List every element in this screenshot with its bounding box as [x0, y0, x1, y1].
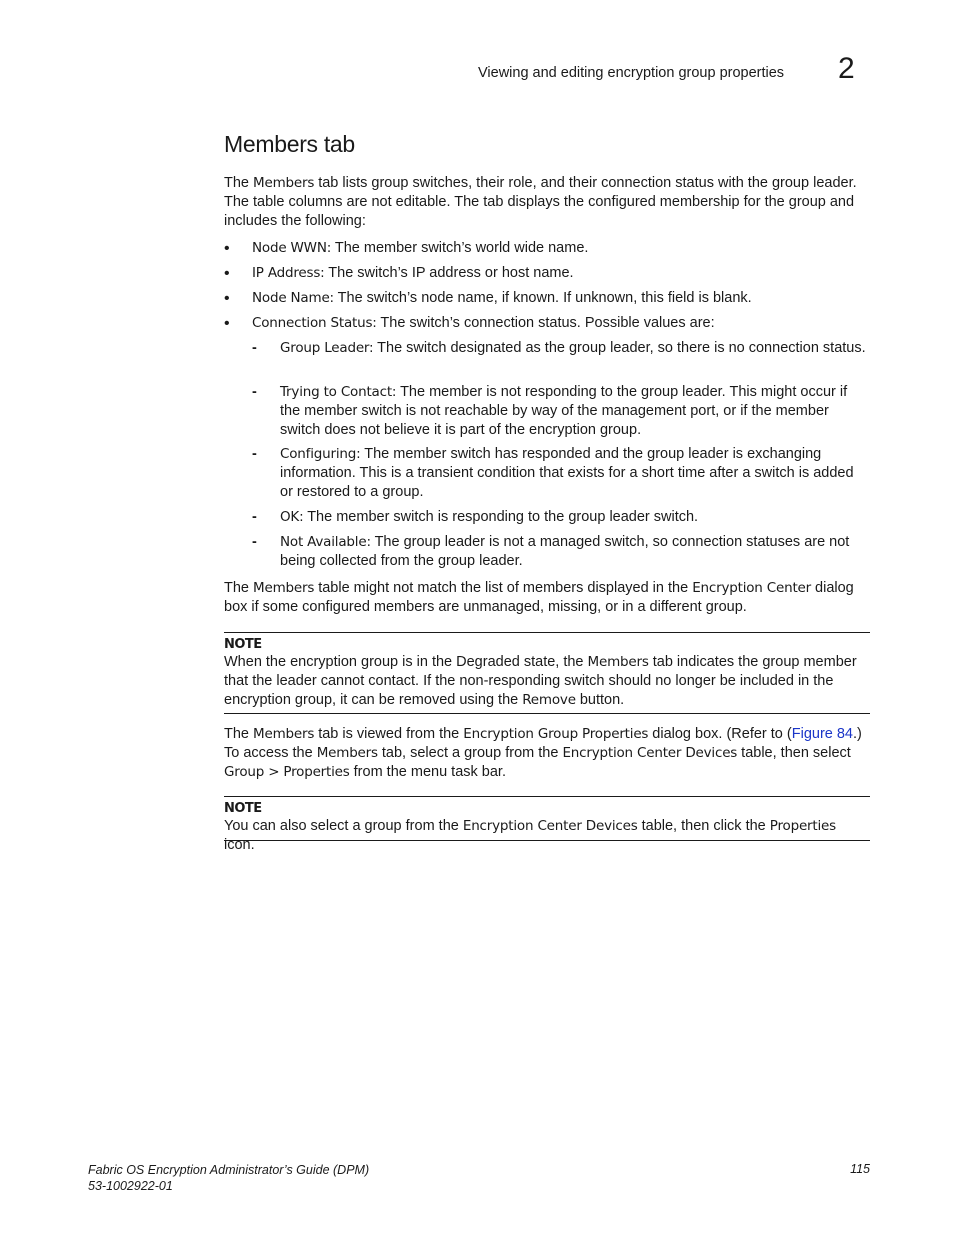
footer-doc-title: Fabric OS Encryption Administrator’s Guide (DPM) — [88, 1163, 370, 1177]
note-top-rule — [224, 796, 870, 797]
dash-icon: - — [252, 340, 257, 356]
access-paragraph: The Members tab is viewed from the Encryption Group Properties dialog box. (Refer to (Figure 84.) To access the Members tab, select a group from the Encryption Center Devices table, then select Group > Properties from the menu task bar. — [224, 726, 862, 780]
dash-icon: - — [252, 534, 257, 550]
note-label: NOTE — [224, 801, 262, 816]
note-text: You can also select a group from the Encryption Center Devices table, then click the Properties icon. — [224, 818, 836, 853]
note-bottom-rule — [224, 713, 870, 714]
note-bottom-rule — [224, 840, 870, 841]
bullet-icon: • — [224, 290, 230, 307]
bullet-icon: • — [224, 240, 230, 257]
bullet-icon: • — [224, 265, 230, 282]
dash-icon: - — [252, 509, 257, 525]
bullet-icon: • — [224, 315, 230, 332]
dash-icon: - — [252, 446, 257, 462]
note-top-rule — [224, 632, 870, 633]
figure-84-link[interactable]: Figure 84 — [791, 726, 853, 742]
members-table-paragraph: The Members table might not match the list of members displayed in the Encryption Center dialog box if some configured members are unmanaged, missing, or in a different group. — [224, 580, 854, 615]
note-label: NOTE — [224, 637, 262, 652]
section-title: Members tab — [224, 131, 355, 157]
note-text: When the encryption group is in the Degraded state, the Members tab indicates the group member that the leader cannot contact. If the non-responding switch should no longer be included in the encryption group, it can be removed using the Remove button. — [224, 654, 857, 708]
page-number: 115 — [850, 1162, 870, 1176]
chapter-number: 2 — [838, 52, 855, 85]
footer-doc-info — [88, 1162, 369, 1194]
footer-doc-number: 53-1002922-01 — [88, 1179, 173, 1193]
intro-paragraph: The Members tab lists group switches, their role, and their connection status with the group leader. The table columns are not editable. The tab displays the configured membership for the group and includes the following: — [224, 175, 857, 229]
running-header-title: Viewing and editing encryption group properties — [478, 65, 785, 81]
term-members: Members — [253, 175, 315, 191]
dash-icon: - — [252, 384, 257, 400]
